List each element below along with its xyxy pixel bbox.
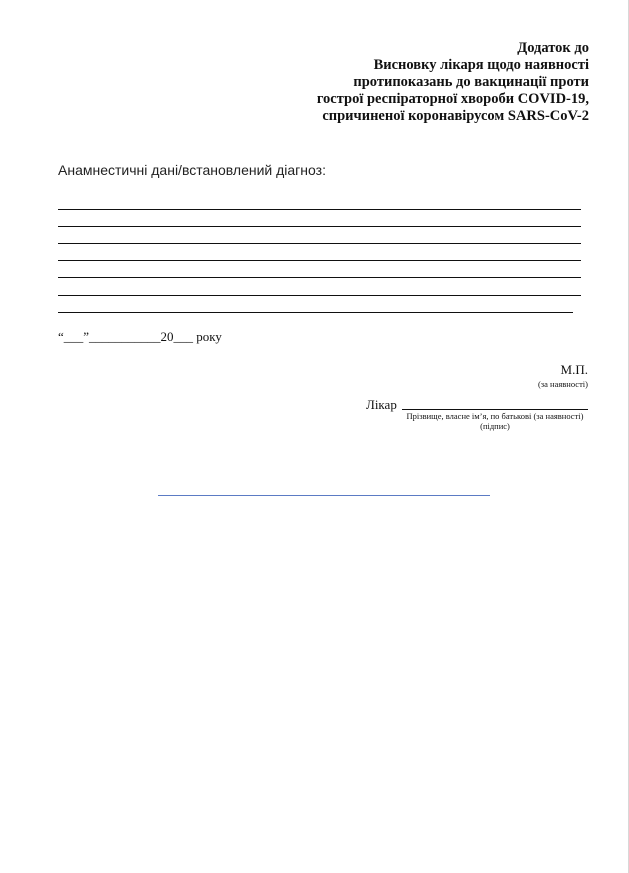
anamnesis-blank-line-1[interactable]: [58, 209, 581, 210]
anamnesis-blank-line-7[interactable]: [58, 312, 573, 313]
anamnesis-blank-line-4[interactable]: [58, 260, 581, 261]
stamp-block: [538, 362, 588, 389]
stamp-note: (за наявності): [537, 379, 588, 389]
stamp-label: М.П.: [560, 362, 588, 377]
appendix-header: [189, 40, 589, 125]
header-line-2: Висновку лікаря щодо наявності: [373, 57, 589, 73]
header-line-1: Додаток до: [517, 40, 589, 56]
anamnesis-blank-line-3[interactable]: [58, 243, 581, 244]
anamnesis-blank-line-6[interactable]: [58, 295, 581, 296]
header-line-3: протипоказань до вакцинації проти: [353, 74, 589, 90]
date-field[interactable]: “___”___________20___ року: [58, 329, 222, 344]
anamnesis-label: Анамнестичні дані/встановлений діагноз:: [58, 162, 326, 178]
doctor-signature-line[interactable]: [402, 409, 588, 410]
header-line-4: гострої респіраторної хвороби COVID-19,: [316, 91, 589, 107]
doctor-name-caption: Прізвище, власне ім’я, по батькові (за наявності): [406, 411, 584, 421]
doctor-signature-caption-text: (підпис): [480, 421, 510, 431]
anamnesis-blank-line-2[interactable]: [58, 226, 581, 227]
doctor-label: Лікар: [366, 397, 397, 412]
header-line-5: спричиненої коронавірусом SARS-CoV-2: [322, 108, 589, 124]
doctor-signature-caption: [402, 411, 588, 431]
separator-line: [158, 495, 490, 496]
anamnesis-blank-line-5[interactable]: [58, 277, 581, 278]
